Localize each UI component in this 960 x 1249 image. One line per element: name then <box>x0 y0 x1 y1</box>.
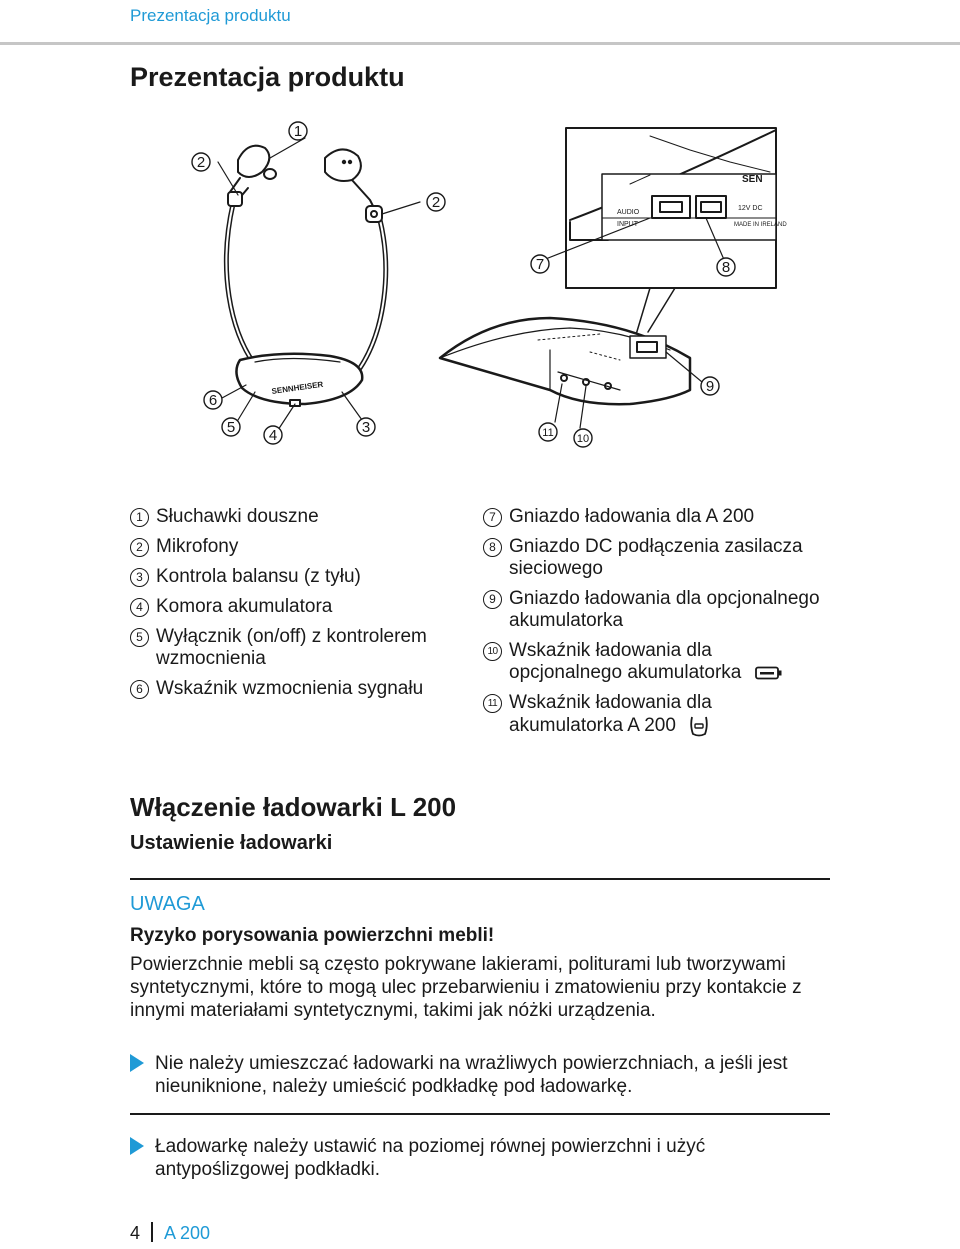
product-illustration <box>130 100 830 460</box>
callout-9 <box>701 377 719 395</box>
svg-text:2: 2 <box>196 154 206 171</box>
panel-brand-label: SEN <box>742 174 763 185</box>
battery-icon <box>755 666 783 680</box>
svg-text:2: 2 <box>431 194 441 211</box>
callout-3 <box>357 418 375 436</box>
legend-right <box>483 506 823 746</box>
legend-item <box>483 692 823 738</box>
warning-heading: Ryzyko porysowania powierzchni mebli! <box>130 925 495 946</box>
legend-item <box>130 506 460 528</box>
instruction-step <box>130 1135 820 1181</box>
warning-step <box>130 1052 820 1098</box>
legend-number: 9 <box>483 590 502 609</box>
legend-number: 11 <box>483 694 502 713</box>
panel-made-label: MADE IN IRELAND <box>734 222 787 228</box>
warning-body: Powierzchnie mebli są często pokrywane lakierami, politurami lub tworzywami syntetycznymi, które to mogą ulec przebarwieniu i zmatowieniu przy kontakcie z innymi materiałami syntetycznymi, takimi jak nóżki urządzenia. <box>130 954 802 1021</box>
legend-text: Wskaźnik wzmocnienia sygnału <box>156 678 424 699</box>
svg-text:5: 5 <box>226 419 236 436</box>
callout-8 <box>717 258 735 276</box>
legend-number: 7 <box>483 508 502 527</box>
svg-text:11: 11 <box>542 427 554 439</box>
arrow-right-icon <box>130 1054 144 1072</box>
legend-item <box>130 536 460 558</box>
headset-receiver <box>236 354 362 406</box>
section-title: Włączenie ładowarki L 200 <box>130 792 457 822</box>
legend-text: Wskaźnik ładowania dla opcjonalnego akumulatorka <box>509 640 742 683</box>
legend-item <box>130 596 460 618</box>
legend-text: Gniazdo ładowania dla opcjonalnego akumulatorka <box>509 588 820 631</box>
legend-text: Wskaźnik ładowania dla akumulatorka A 200 <box>509 692 712 737</box>
legend-item <box>483 506 823 528</box>
legend-left <box>130 506 460 708</box>
charger-base <box>440 318 690 404</box>
callout-2-left <box>192 153 210 171</box>
page-number: 4 <box>130 1223 141 1243</box>
legend-text: Gniazdo ładowania dla A 200 <box>509 506 755 527</box>
legend-text-with-icon <box>509 640 823 684</box>
legend-number: 2 <box>130 538 149 557</box>
left-earbud <box>228 146 276 206</box>
page-footer <box>130 1222 210 1244</box>
arrow-right-icon <box>130 1137 144 1155</box>
legend-item <box>130 626 460 670</box>
headset-brand-label: SENNHEISER <box>271 379 324 396</box>
legend-text-with-icon <box>509 692 823 738</box>
footer-model: A 200 <box>164 1223 211 1243</box>
legend-text: Słuchawki douszne <box>156 506 319 527</box>
warning-bottom-rule <box>130 1113 830 1115</box>
svg-text:10: 10 <box>576 433 590 445</box>
svg-text:8: 8 <box>721 259 731 276</box>
svg-text:1: 1 <box>293 123 303 140</box>
legend-text: Gniazdo DC podłączenia zasilacza sieciowego <box>509 536 803 579</box>
running-header: Prezentacja produktu <box>130 6 291 25</box>
headset-band-right <box>360 220 386 368</box>
callout-4 <box>264 426 282 444</box>
right-earbud <box>325 149 382 222</box>
legend-text: Kontrola balansu (z tyłu) <box>156 566 361 587</box>
section-subtitle: Ustawienie ładowarki <box>130 832 333 854</box>
legend-item <box>130 678 460 700</box>
legend-number: 8 <box>483 538 502 557</box>
callout-5 <box>222 418 240 436</box>
legend-number: 3 <box>130 568 149 587</box>
callout-6 <box>204 391 222 409</box>
svg-text:6: 6 <box>208 392 218 409</box>
callout-7 <box>531 255 549 273</box>
panel-audio-label: AUDIO <box>617 209 640 216</box>
legend-item <box>483 536 823 580</box>
warning-step-text: Nie należy umieszczać ładowarki na wrażliwych powierzchniach, a jeśli jest nieuniknione, należy umieścić podkładkę pod ładowarkę. <box>155 1053 788 1097</box>
callout-1 <box>289 122 307 140</box>
svg-text:7: 7 <box>535 256 545 273</box>
instruction-step-text: Ładowarkę należy ustawić na poziomej równej powierzchni i użyć antypoślizgowej podkładki. <box>155 1136 706 1180</box>
svg-text:9: 9 <box>705 378 715 395</box>
legend-item <box>130 566 460 588</box>
legend-text: Wyłącznik (on/off) z kontrolerem wzmocnienia <box>156 626 427 669</box>
header-divider <box>0 42 960 45</box>
legend-item <box>483 588 823 632</box>
callout-10 <box>574 429 592 447</box>
legend-item <box>483 640 823 684</box>
warning-top-rule <box>130 878 830 880</box>
legend-number: 4 <box>130 598 149 617</box>
warning-label: UWAGA <box>130 893 205 915</box>
callout-2-right <box>427 193 445 211</box>
legend-number: 6 <box>130 680 149 699</box>
legend-text: Komora akumulatora <box>156 596 333 617</box>
legend-number: 5 <box>130 628 149 647</box>
svg-text:3: 3 <box>361 419 371 436</box>
callout-11 <box>539 423 557 441</box>
panel-dc-label: 12V DC <box>738 205 763 212</box>
receiver-icon <box>689 714 709 738</box>
legend-number: 10 <box>483 642 502 661</box>
page-title: Prezentacja produktu <box>130 62 405 92</box>
svg-text:4: 4 <box>268 427 278 444</box>
legend-number: 1 <box>130 508 149 527</box>
footer-divider <box>151 1222 153 1242</box>
panel-input-label: INPUT <box>617 221 638 228</box>
legend-text: Mikrofony <box>156 536 239 557</box>
